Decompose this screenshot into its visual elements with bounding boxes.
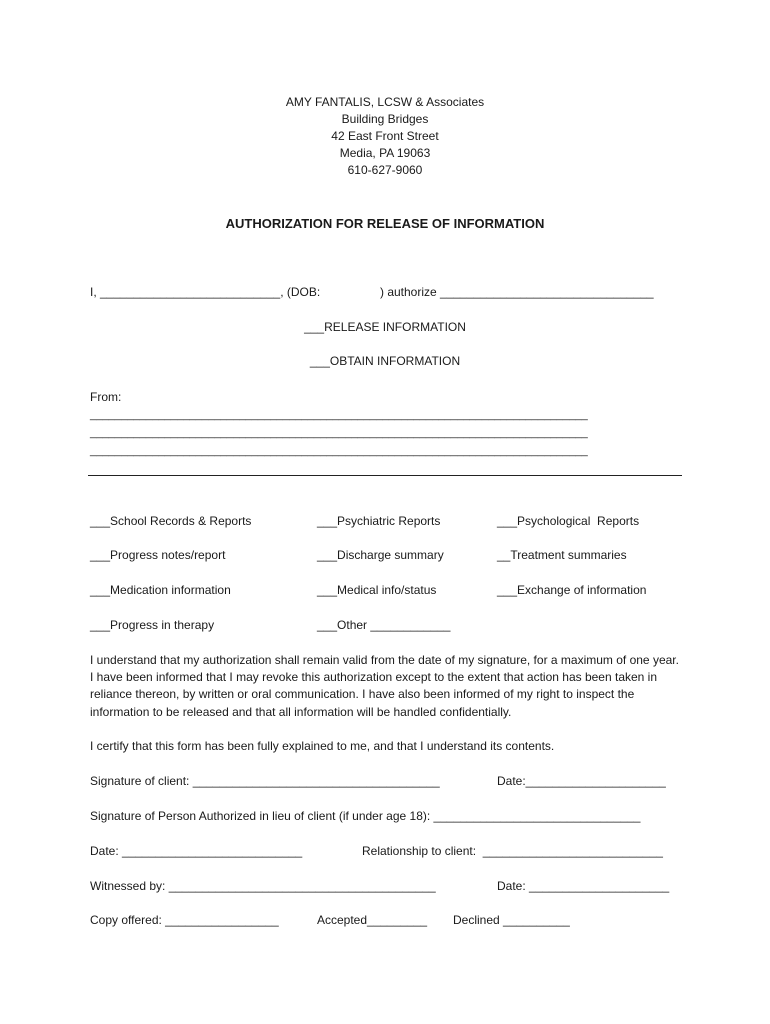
discharge-summary-option[interactable]: ___Discharge summary [317, 548, 444, 562]
exchange-of-information-option[interactable]: ___Exchange of information [497, 583, 647, 597]
practice-street: 42 East Front Street [331, 129, 439, 143]
authorize-recipient-field[interactable]: ) authorize ________________________________ [380, 285, 654, 299]
witness-date-field[interactable]: Date: _____________________ [497, 879, 670, 893]
relationship-to-client-field[interactable]: Relationship to client: ___________________________ [362, 844, 663, 858]
witness-signature-field[interactable]: Witnessed by: ________________________________________ [90, 879, 436, 893]
from-line-3[interactable]: ________________________________________________________________________________ [90, 445, 588, 457]
from-label: From: [90, 390, 122, 404]
practice-phone: 610-627-9060 [347, 163, 423, 177]
from-line-2[interactable]: ________________________________________________________________________________ [90, 427, 588, 439]
medication-information-option[interactable]: ___Medication information [90, 583, 231, 597]
client-name-field[interactable]: I, ___________________________, (DOB: [90, 285, 321, 299]
practice-city: Media, PA 19063 [339, 146, 431, 160]
copy-offered-field[interactable]: Copy offered: _________________ [90, 913, 279, 927]
progress-in-therapy-option[interactable]: ___Progress in therapy [90, 618, 215, 632]
form-title: AUTHORIZATION FOR RELEASE OF INFORMATION [225, 216, 545, 231]
progress-notes-option[interactable]: ___Progress notes/report [90, 548, 226, 562]
copy-accepted-field[interactable]: Accepted_________ [317, 913, 428, 927]
copy-declined-field[interactable]: Declined __________ [453, 913, 570, 927]
authorized-person-date-field[interactable]: Date: ___________________________ [90, 844, 303, 858]
medical-info-option[interactable]: ___Medical info/status [317, 583, 437, 597]
authorization-terms-paragraph: I understand that my authorization shall remain valid from the date of my signature, for a maximum of one year. I have been informed that I may revoke this authorization except to the extent that action has been taken in reliance thereon, by written or oral communication. I have also been informed of my right to inspect the information to be released and that all information will be handled confidentially. [90, 653, 679, 719]
obtain-information-option[interactable]: ___OBTAIN INFORMATION [309, 354, 461, 368]
other-option[interactable]: ___Other ____________ [317, 618, 451, 632]
from-line-1[interactable]: ________________________________________________________________________________ [90, 409, 588, 421]
psychiatric-reports-option[interactable]: ___Psychiatric Reports [317, 514, 441, 528]
psychological-reports-option[interactable]: ___Psychological Reports [497, 514, 640, 528]
client-signature-field[interactable]: Signature of client: _____________________________________ [90, 774, 440, 788]
treatment-summaries-option[interactable]: __Treatment summaries [497, 548, 627, 562]
release-information-option[interactable]: ___RELEASE INFORMATION [304, 320, 466, 334]
section-divider [88, 475, 682, 476]
client-signature-date-field[interactable]: Date:_____________________ [497, 774, 666, 788]
authorized-person-signature-field[interactable]: Signature of Person Authorized in lieu of client (if under age 18): _______________________________ [90, 809, 641, 823]
practice-tagline: Building Bridges [341, 112, 429, 126]
practice-name: AMY FANTALIS, LCSW & Associates [285, 95, 485, 109]
school-records-option[interactable]: ___School Records & Reports [90, 514, 252, 528]
certification-paragraph: I certify that this form has been fully explained to me, and that I understand its contents. [90, 739, 555, 753]
